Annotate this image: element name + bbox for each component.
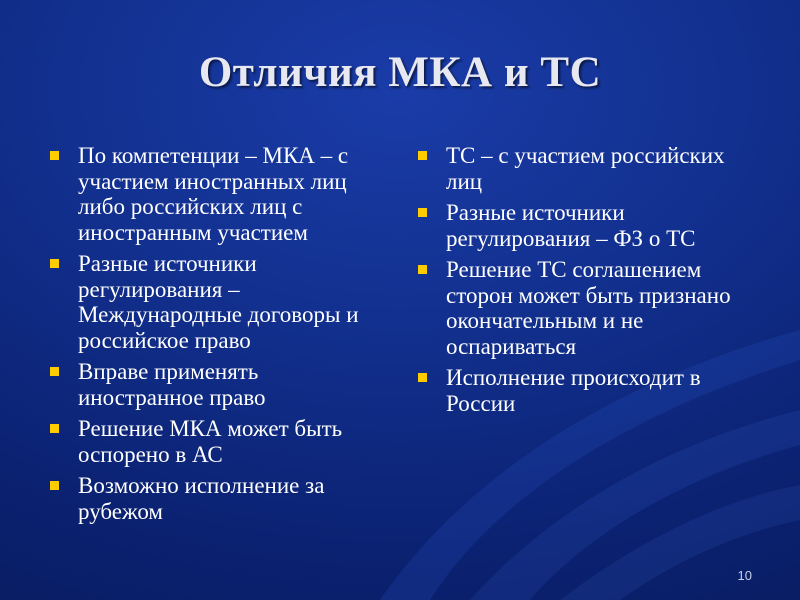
square-bullet-icon [418, 151, 427, 160]
list-item-text: Разные источники регулирования – ФЗ о ТС [446, 200, 696, 251]
list-item-text: Исполнение происходит в России [446, 365, 701, 416]
square-bullet-icon [50, 367, 59, 376]
list-item [416, 200, 761, 251]
list-item [416, 257, 761, 359]
list-item [416, 365, 761, 416]
list-item-text: Вправе применять иностранное право [78, 359, 266, 410]
square-bullet-icon [50, 424, 59, 433]
square-bullet-icon [50, 259, 59, 268]
list-item [48, 416, 388, 467]
list-item [48, 359, 388, 410]
square-bullet-icon [418, 265, 427, 274]
square-bullet-icon [418, 208, 427, 217]
left-bullet-list [48, 143, 388, 530]
list-item-text: ТС – с участием российских лиц [446, 143, 725, 194]
square-bullet-icon [50, 481, 59, 490]
square-bullet-icon [418, 373, 427, 382]
list-item-text: Решение МКА может быть оспорено в АС [78, 416, 343, 467]
list-item-text: Разные источники регулирования – Международные договоры и российское право [78, 251, 359, 353]
page-number: 10 [737, 568, 752, 583]
slide-title: Отличия МКА и ТС [198, 49, 602, 96]
square-bullet-icon [50, 151, 59, 160]
list-item-text: Решение ТС соглашением сторон может быть признано окончательным и не оспариваться [446, 257, 731, 359]
list-item [416, 143, 761, 194]
list-item [48, 251, 388, 353]
list-item [48, 473, 388, 524]
list-item-text: Возможно исполнение за рубежом [78, 473, 325, 524]
list-item [48, 143, 388, 245]
right-bullet-list [416, 143, 761, 422]
list-item-text: По компетенции – МКА – с участием иностранных лиц либо российских лиц с иностранным участием [78, 143, 349, 245]
